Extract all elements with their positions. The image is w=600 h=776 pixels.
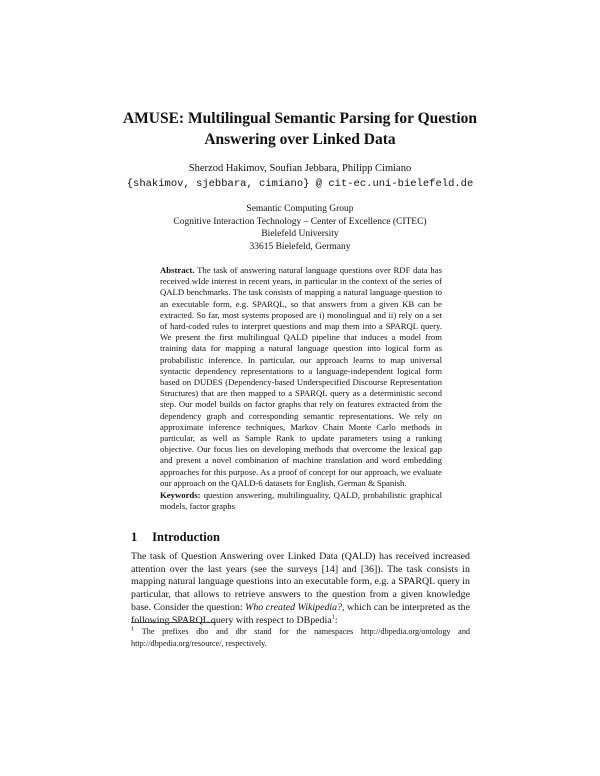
affiliation-line: Semantic Computing Group — [246, 204, 354, 214]
abstract-label: Abstract. — [160, 265, 195, 275]
footnote — [131, 626, 470, 649]
affiliation — [0, 203, 600, 253]
title-line-1: AMUSE: Multilingual Semantic Parsing for Question — [122, 110, 478, 127]
section-number: 1 — [131, 530, 138, 544]
title-line-2: Answering over Linked Data — [204, 131, 396, 148]
footnote-ref: 1 — [331, 613, 335, 621]
footnote-text: The prefixes dbo and dbr stand for the namespaces http://dbpedia.org/ontology and http://dbpedia.org/resource/, respectively. — [131, 627, 471, 648]
affiliation-line: Cognitive Interaction Technology – Center of Excellence (CITEC) — [173, 216, 427, 227]
affiliation-line: 33615 Bielefeld, Germany — [249, 241, 351, 252]
section-title: Introduction — [152, 530, 220, 544]
keywords-label: Keywords: — [160, 490, 201, 500]
keywords — [160, 490, 442, 512]
section-heading — [131, 530, 220, 545]
paper-title — [100, 108, 500, 150]
authors: Sherzod Hakimov, Soufian Jebbara, Philipp Cimiano — [188, 163, 412, 174]
intro-paragraph — [131, 551, 470, 627]
abstract — [160, 265, 442, 489]
example-question: Who created Wikipedia? — [245, 601, 343, 613]
intro-text: The task of Question Answering over Linked Data (QALD) has received increased attention over the last years (see the surveys [14] and [36]). The task consists in mapping natural language questions into an executable form, e.g. a SPARQL query in particular, that allows to retrieve answers to the question from a given knowledge base. Consider the question: — [131, 551, 470, 613]
intro-text: , which can be interpreted as the following SPARQL query with respect to DBpedia — [131, 601, 470, 626]
keywords-text: question answering, multilinguality, QALD, probabilistic graphical models, factor graphs — [160, 490, 442, 512]
author-emails: {shakimov, sjebbara, cimiano} @ cit-ec.uni-bielefeld.de — [126, 178, 474, 190]
abstract-text: The task of answering natural language questions over RDF data has received wIde interest in recent years, in particular in the context of the series of QALD benchmarks. The task consists of mapping a natural language question to an executable form, e.g. SPARQL, so that answers from a given KB can be extracted. So far, most systems proposed are i) monolingual and ii) rely on a set of hard-coded rules to interpret questions and map them into a SPARQL query. We present the first multilingual QALD pipeline that induces a model from training data for mapping a natural language question into logical form as probabilistic inference. In particular, our approach learns to map universal syntactic dependency representations to a language-independent logical form based on DUDES (Dependency-based Underspecified Discourse Representation Structures) that are then mapped to a SPARQL query as a deterministic second step. Our model builds on factor graphs that rely on features extracted from the dependency graph and corresponding semantic representations. We rely on approximate inference techniques, Markov Chain Monte Carlo methods in particular, as well as Sample Rank to update parameters using a ranking objective. Our focus lies on developing methods that overcome the lexical gap and present a novel combination of machine translation and word embedding approaches for this purpose. As a proof of concept for our approach, we evaluate our approach on the QALD-6 datasets for English, German & Spanish. — [160, 265, 443, 488]
intro-text: : — [334, 614, 338, 626]
footnote-mark: 1 — [131, 625, 135, 633]
footnote-rule — [131, 622, 216, 623]
affiliation-line: Bielefeld University — [261, 229, 339, 239]
